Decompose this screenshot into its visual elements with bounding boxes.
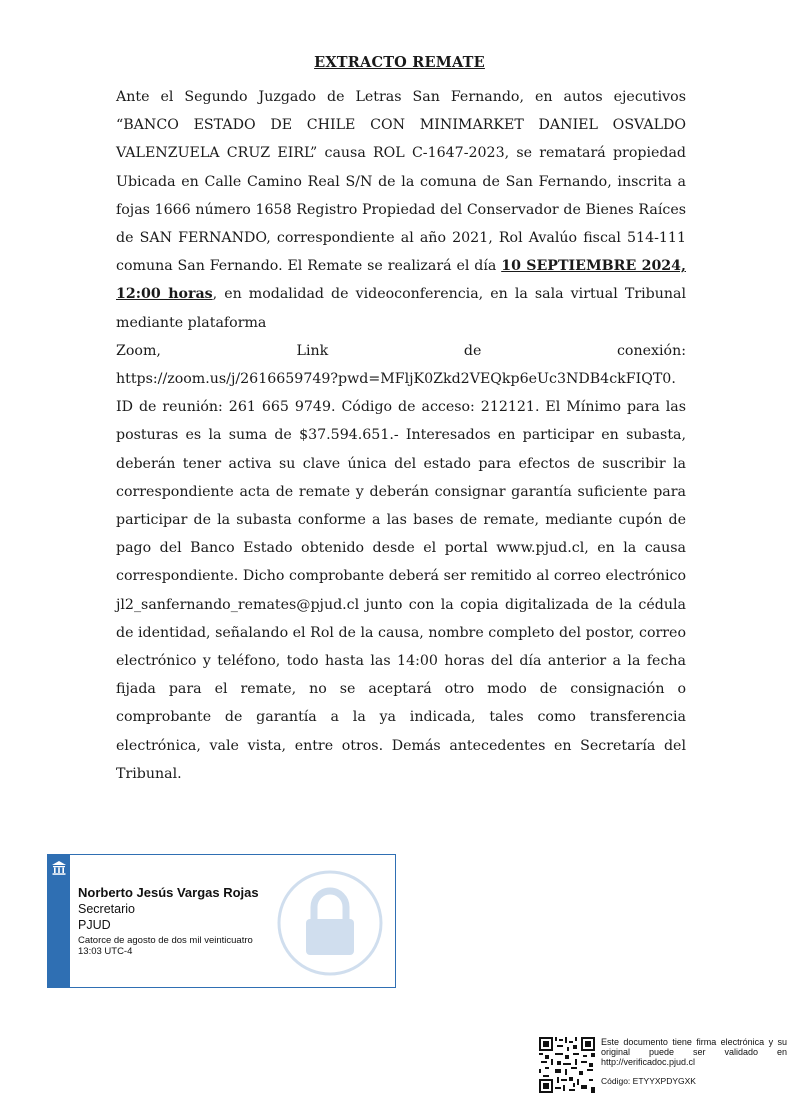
courthouse-icon (51, 860, 67, 876)
body-text-modality: , en modalidad de videoconferencia, en la sala virtual Tribunal mediante plataforma (116, 286, 686, 331)
conexion-word: conexión: (616, 342, 686, 359)
signature-date (78, 935, 259, 957)
body-paragraph-continued (116, 365, 686, 788)
zoom-link-line (116, 337, 686, 365)
zoom-word: Zoom, (116, 342, 161, 359)
lock-watermark-icon (276, 869, 384, 977)
signature-time: 13:03 UTC-4 (78, 946, 133, 957)
body-text-details: ID de reunión: 261 665 9749. Código de acceso: 212121. El Mínimo para las posturas es la suma de $37.594.651.- Interesados en participar en subasta, deberán tener activa su clave única del estado para efectos de suscribir la correspondiente acta de remate y deberán consignar garantía suficiente para participar de la subasta conforme a las bases de remate, mediante cupón de pago del Banco Estado obtenido desde el portal www.pjud.cl, en la causa correspondiente. Dicho comprobante deberá ser remitido al correo electrónico jl2_sanfernando_remates@pjud.cl junto con la copia digitalizada de la cédula de identidad, señalando el Rol de la causa, nombre completo del postor, correo electrónico y teléfono, todo hasta las 14:00 horas del día anterior a la fecha fijada para el remate, no se aceptará otro modo de consignación o comprobante de garantía a la ya indicada, tales como transferencia electrónica, vale vista, entre otros. Demás antecedentes en Secretaría del Tribunal. (116, 399, 686, 782)
verification-text: Este documento tiene firma electrónica y su original puede ser validado en http://verificadoc.pjud.cl (601, 1037, 787, 1067)
verification-code: Código: ETYYXPDYGXK (601, 1076, 696, 1086)
auction-date-highlight: 10 SEPTIEMBRE 2024, 12:00 horas (116, 258, 686, 303)
link-word: Link (296, 342, 329, 359)
signer-name: Norberto Jesús Vargas Rojas (78, 885, 259, 900)
signature-sidebar (48, 855, 70, 987)
signature-date-text: Catorce de agosto de dos mil veinticuatro (78, 935, 253, 946)
de-word: de (463, 342, 482, 359)
signature-details (78, 885, 259, 957)
document-body (116, 83, 686, 788)
qr-code (539, 1037, 595, 1093)
electronic-signature-box (47, 854, 396, 988)
signer-role: Secretario (78, 902, 135, 916)
verification-notice (601, 1037, 787, 1086)
document-title: EXTRACTO REMATE (314, 54, 485, 71)
zoom-url: https://zoom.us/j/2616659749?pwd=MFljK0Zkd2VEQkp6eUc3NDB4ckFIQT0. (116, 371, 676, 388)
body-text-intro: Ante el Segundo Juzgado de Letras San Fernando, en autos ejecutivos “BANCO ESTADO DE CHILE CON MINIMARKET DANIEL OSVALDO VALENZUELA CRUZ EIRL” causa ROL C-1647-2023, se rematará propiedad Ubicada en Calle Camino Real S/N de la comuna de San Fernando, inscrita a fojas 1666 número 1658 Registro Propiedad del Conservador de Bienes Raíces de SAN FERNANDO, correspondiente al año 2021, Rol Avalúo fiscal 514-111 comuna San Fernando. El Remate se realizará el día (116, 89, 686, 275)
signer-organization: PJUD (78, 917, 111, 932)
body-paragraph (116, 83, 686, 337)
